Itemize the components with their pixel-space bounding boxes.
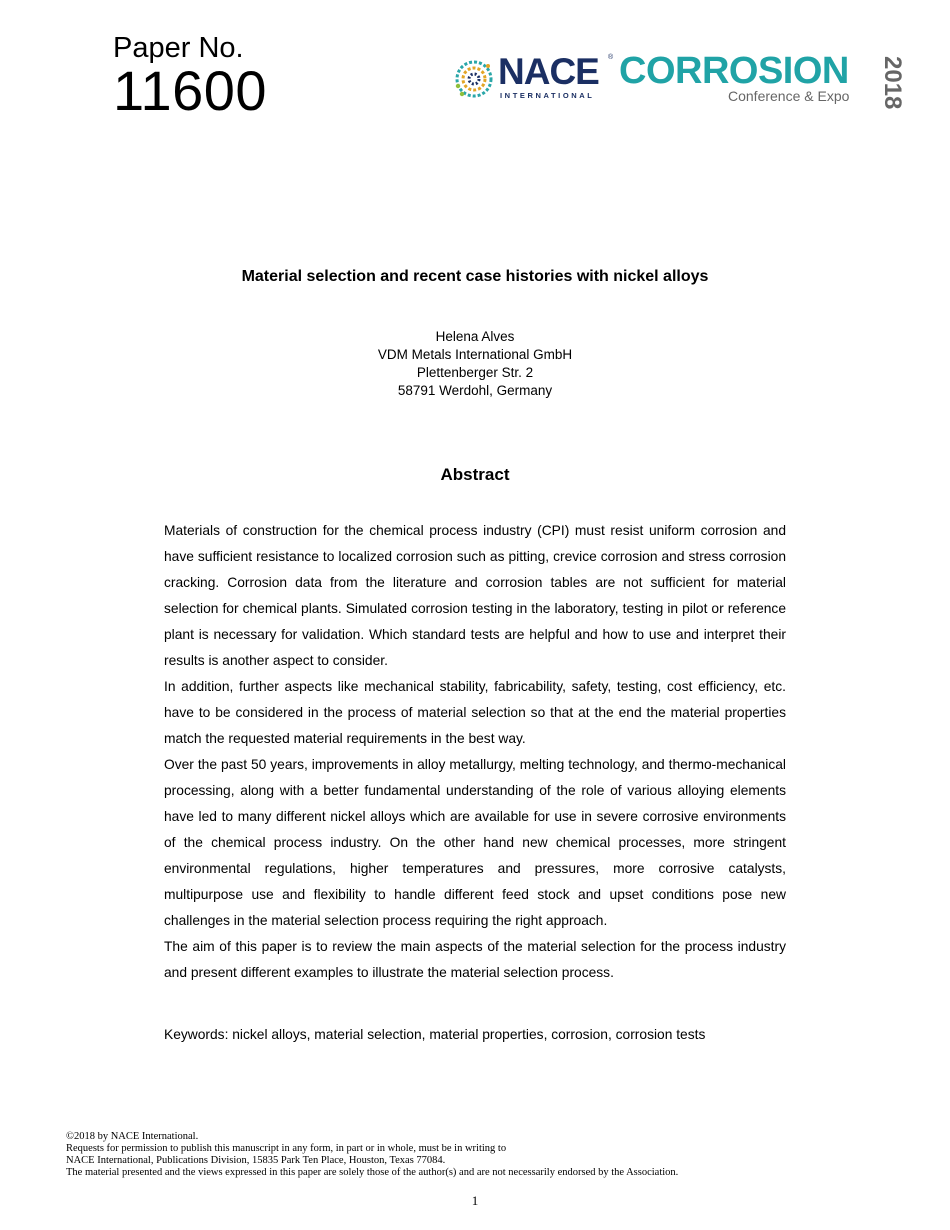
author-city: 58791 Werdohl, Germany: [397, 383, 553, 398]
author-affiliation: VDM Metals International GmbH: [377, 347, 573, 362]
author-street: Plettenberger Str. 2: [416, 365, 534, 380]
conference-year: 2018: [879, 56, 906, 110]
footer-line: The material presented and the views expressed in this paper are solely those of the author(s) and are not necessarily endorsed by the Association.: [66, 1167, 679, 1178]
nace-subtitle: INTERNATIONAL: [500, 91, 595, 100]
footer-line: Requests for permission to publish this manuscript in any form, in part or in whole, must be in writing to: [66, 1143, 507, 1154]
paper-number: 11600: [113, 59, 268, 122]
keywords: Keywords: nickel alloys, material selection, material properties, corrosion, corrosion tests: [164, 1027, 706, 1042]
page-number: 1: [471, 1193, 479, 1208]
paper-number-label: Paper No.: [113, 32, 244, 64]
author-name: Helena Alves: [435, 329, 515, 344]
abstract-paragraph: The aim of this paper is to review the main aspects of the material selection for the process industry and present different examples to illustrate the material selection process.: [164, 939, 786, 980]
footer-line: NACE International, Publications Division, 15835 Park Ten Place, Houston, Texas 77084.: [66, 1155, 446, 1166]
copyright-footer: [66, 1131, 678, 1179]
corrosion-wordmark: CORROSION: [619, 50, 849, 92]
paper-title: Material selection and recent case histories with nickel alloys: [241, 268, 709, 285]
conference-subtitle: Conference & Expo: [728, 88, 850, 104]
abstract-paragraph: Over the past 50 years, improvements in alloy metallurgy, melting technology, and thermo-mechanical processing, along with a better fundamental understanding of the role of various alloying elements have led to many different nickel alloys which are available for use in severe corrosive environments of the chemical process industry. On the other hand new chemical processes, more stringent environmental regulations, higher temperatures and pressures, more corrosive catalysts, multipurpose use and flexibility to handle different feed stock and upset conditions pose new challenges in the material selection process requiring the right approach.: [164, 757, 786, 928]
nace-wordmark: NACE: [498, 51, 599, 92]
abstract-paragraph: In addition, further aspects like mechanical stability, fabricability, safety, testing, cost efficiency, etc. have to be considered in the process of material selection so that at the end the material properties match the requested material requirements in the best way.: [164, 679, 786, 746]
conference-logo: [452, 50, 906, 112]
registered-mark: ®: [608, 54, 614, 61]
abstract-heading: Abstract: [440, 465, 510, 484]
footer-line: ©2018 by NACE International.: [66, 1131, 199, 1142]
author-block: [0, 328, 950, 400]
abstract-paragraph: Materials of construction for the chemical process industry (CPI) must resist uniform corrosion and have sufficient resistance to localized corrosion such as pitting, crevice corrosion and stress corrosion cracking. Corrosion data from the literature and corrosion tables are not sufficient for material selection for chemical plants. Simulated corrosion testing in the laboratory, testing in pilot or reference plant is necessary for validation. Which standard tests are helpful and how to use and interpret their results is another aspect to consider.: [164, 523, 786, 668]
paper-number-block: [113, 32, 268, 122]
abstract-body: [164, 518, 786, 986]
nace-globe-icon: [452, 56, 498, 102]
